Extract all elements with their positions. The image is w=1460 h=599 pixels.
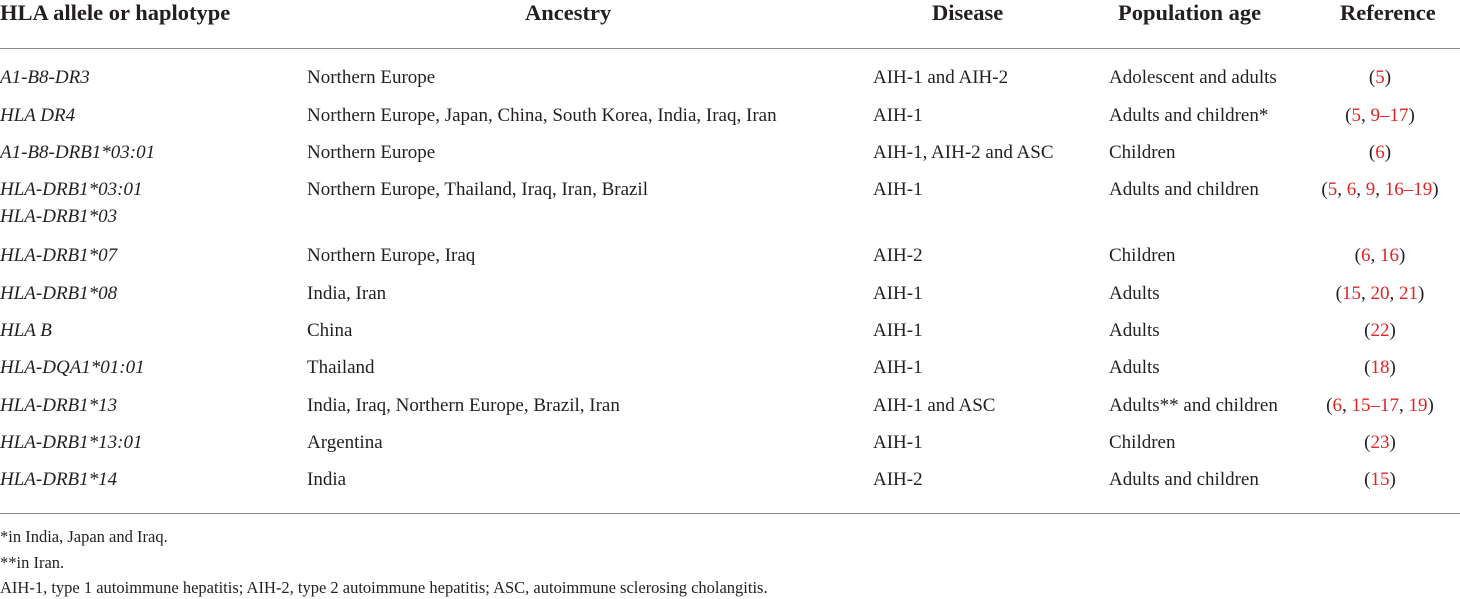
reference-punctuation: , [1361,283,1371,304]
reference-cell [1315,356,1445,380]
reference-cell [1315,431,1445,455]
reference-punctuation: , [1356,179,1366,200]
reference-punctuation: ) [1389,357,1396,378]
footnote-single-asterisk: *in India, Japan and Iraq. [0,527,168,546]
reference-punctuation: ) [1399,245,1406,266]
reference-punctuation: ) [1389,432,1396,453]
ancestry-cell: Northern Europe [307,67,436,88]
reference-punctuation: ) [1427,395,1434,416]
allele-cell: HLA-DRB1*13:01 [0,432,143,453]
reference-punctuation: , [1370,245,1380,266]
reference-cell [1315,244,1445,268]
population-age-cell: Adolescent and adults [1109,67,1277,88]
header-allele: HLA allele or haplotype [0,0,231,25]
reference-punctuation: ) [1408,105,1415,126]
population-age-cell: Adults and children [1109,469,1259,490]
reference-punctuation: ( [1335,283,1342,304]
ancestry-cell: India [307,469,347,490]
ancestry-cell: Argentina [307,432,383,453]
population-age-cell: Adults [1109,283,1160,304]
reference-punctuation: , [1399,395,1409,416]
ancestry-cell: Thailand [307,357,375,378]
reference-link[interactable]: 20 [1370,283,1390,304]
ancestry-cell: Northern Europe, Thailand, Iraq, Iran, Brazil [307,179,648,200]
reference-link[interactable]: 18 [1370,357,1390,378]
population-age-cell: Adults and children [1109,179,1259,200]
disease-cell: AIH-1 [873,105,923,126]
header-rule [0,48,1460,49]
reference-link[interactable]: 16 [1380,245,1399,266]
reference-cell [1315,394,1445,418]
reference-punctuation: ( [1345,105,1352,126]
reference-cell [1315,282,1445,306]
bottom-rule [0,513,1460,514]
footnote-double-asterisk: **in Iran. [0,553,65,572]
disease-cell: AIH-1 [873,432,923,453]
ancestry-cell: Northern Europe [307,142,436,163]
reference-punctuation: ) [1384,142,1392,163]
allele-cell: HLA-DRB1*07 [0,245,118,266]
reference-punctuation: ( [1364,469,1371,490]
header-disease: Disease [932,0,1004,25]
reference-punctuation: ) [1389,320,1396,341]
reference-punctuation: ( [1368,142,1376,163]
reference-link[interactable]: 5 [1351,105,1361,126]
reference-punctuation: ( [1364,432,1371,453]
disease-cell: AIH-1 [873,283,923,304]
reference-link[interactable]: 16–19 [1384,179,1433,200]
footnote-abbreviations: AIH-1, type 1 autoimmune hepatitis; AIH-2, type 2 autoimmune hepatitis; ASC, autoimmune sclerosing cholangitis. [0,578,768,597]
ancestry-cell: Northern Europe, Japan, China, South Korea, India, Iraq, Iran [307,105,777,126]
header-population-age: Population age [1118,0,1262,25]
reference-link[interactable]: 6 [1332,395,1342,416]
reference-punctuation: ) [1384,67,1392,88]
population-age-cell: Children [1109,432,1176,453]
reference-link[interactable]: 5 [1375,67,1385,88]
reference-punctuation: ( [1368,67,1376,88]
reference-link[interactable]: 21 [1399,283,1418,304]
reference-link[interactable]: 22 [1370,320,1390,341]
header-reference: Reference [1340,0,1436,25]
allele-cell-secondary: HLA-DRB1*03 [0,206,118,227]
population-age-cell: Children [1109,142,1176,163]
reference-cell [1315,141,1445,165]
ancestry-cell: China [307,320,353,341]
allele-cell: HLA-DRB1*03:01 [0,179,143,200]
reference-link[interactable]: 15–17 [1351,395,1399,416]
disease-cell: AIH-2 [873,469,923,490]
allele-cell: HLA B [0,320,52,341]
ancestry-cell: India, Iraq, Northern Europe, Brazil, Iran [307,395,620,416]
reference-link[interactable]: 6 [1346,179,1357,200]
reference-link[interactable]: 5 [1327,179,1338,200]
allele-cell: HLA-DRB1*13 [0,395,118,416]
allele-cell: HLA-DRB1*14 [0,469,118,490]
disease-cell: AIH-1 and AIH-2 [873,67,1009,88]
disease-cell: AIH-1 [873,320,923,341]
reference-punctuation: ) [1389,469,1396,490]
disease-cell: AIH-1 and ASC [873,395,996,416]
reference-link[interactable]: 15 [1370,469,1390,490]
ancestry-cell: India, Iran [307,283,387,304]
reference-punctuation: , [1337,179,1347,200]
population-age-cell: Adults and children* [1109,105,1269,126]
reference-link[interactable]: 9–17 [1370,105,1409,126]
reference-link[interactable]: 19 [1408,395,1428,416]
population-age-cell: Adults** and children [1109,395,1278,416]
reference-punctuation: ( [1364,320,1371,341]
reference-cell [1315,178,1445,202]
reference-cell [1315,66,1445,90]
reference-cell [1315,468,1445,492]
reference-punctuation: ) [1432,179,1439,200]
reference-link[interactable]: 23 [1370,432,1390,453]
ancestry-cell: Northern Europe, Iraq [307,245,476,266]
reference-link[interactable]: 6 [1375,142,1385,163]
reference-cell [1315,104,1445,128]
allele-cell: HLA DR4 [0,105,76,126]
reference-link[interactable]: 6 [1361,245,1371,266]
disease-cell: AIH-1, AIH-2 and ASC [873,142,1054,163]
reference-punctuation: , [1342,395,1352,416]
population-age-cell: Adults [1109,357,1160,378]
population-age-cell: Adults [1109,320,1160,341]
reference-cell [1315,319,1445,343]
allele-cell: HLA-DRB1*08 [0,283,118,304]
header-ancestry: Ancestry [525,0,612,25]
reference-punctuation: ( [1321,179,1328,200]
disease-cell: AIH-1 [873,357,923,378]
reference-punctuation: ) [1418,283,1425,304]
reference-link[interactable]: 9 [1365,179,1376,200]
reference-punctuation: ( [1354,245,1361,266]
disease-cell: AIH-2 [873,245,923,266]
population-age-cell: Children [1109,245,1176,266]
allele-cell: A1-B8-DRB1*03:01 [0,142,156,163]
allele-cell: A1-B8-DR3 [0,67,90,88]
reference-punctuation: ( [1364,357,1371,378]
reference-punctuation: , [1361,105,1371,126]
reference-link[interactable]: 15 [1342,283,1361,304]
allele-cell: HLA-DQA1*01:01 [0,357,145,378]
disease-cell: AIH-1 [873,179,923,200]
reference-punctuation: ( [1326,395,1333,416]
reference-punctuation: , [1389,283,1399,304]
reference-punctuation: , [1375,179,1385,200]
